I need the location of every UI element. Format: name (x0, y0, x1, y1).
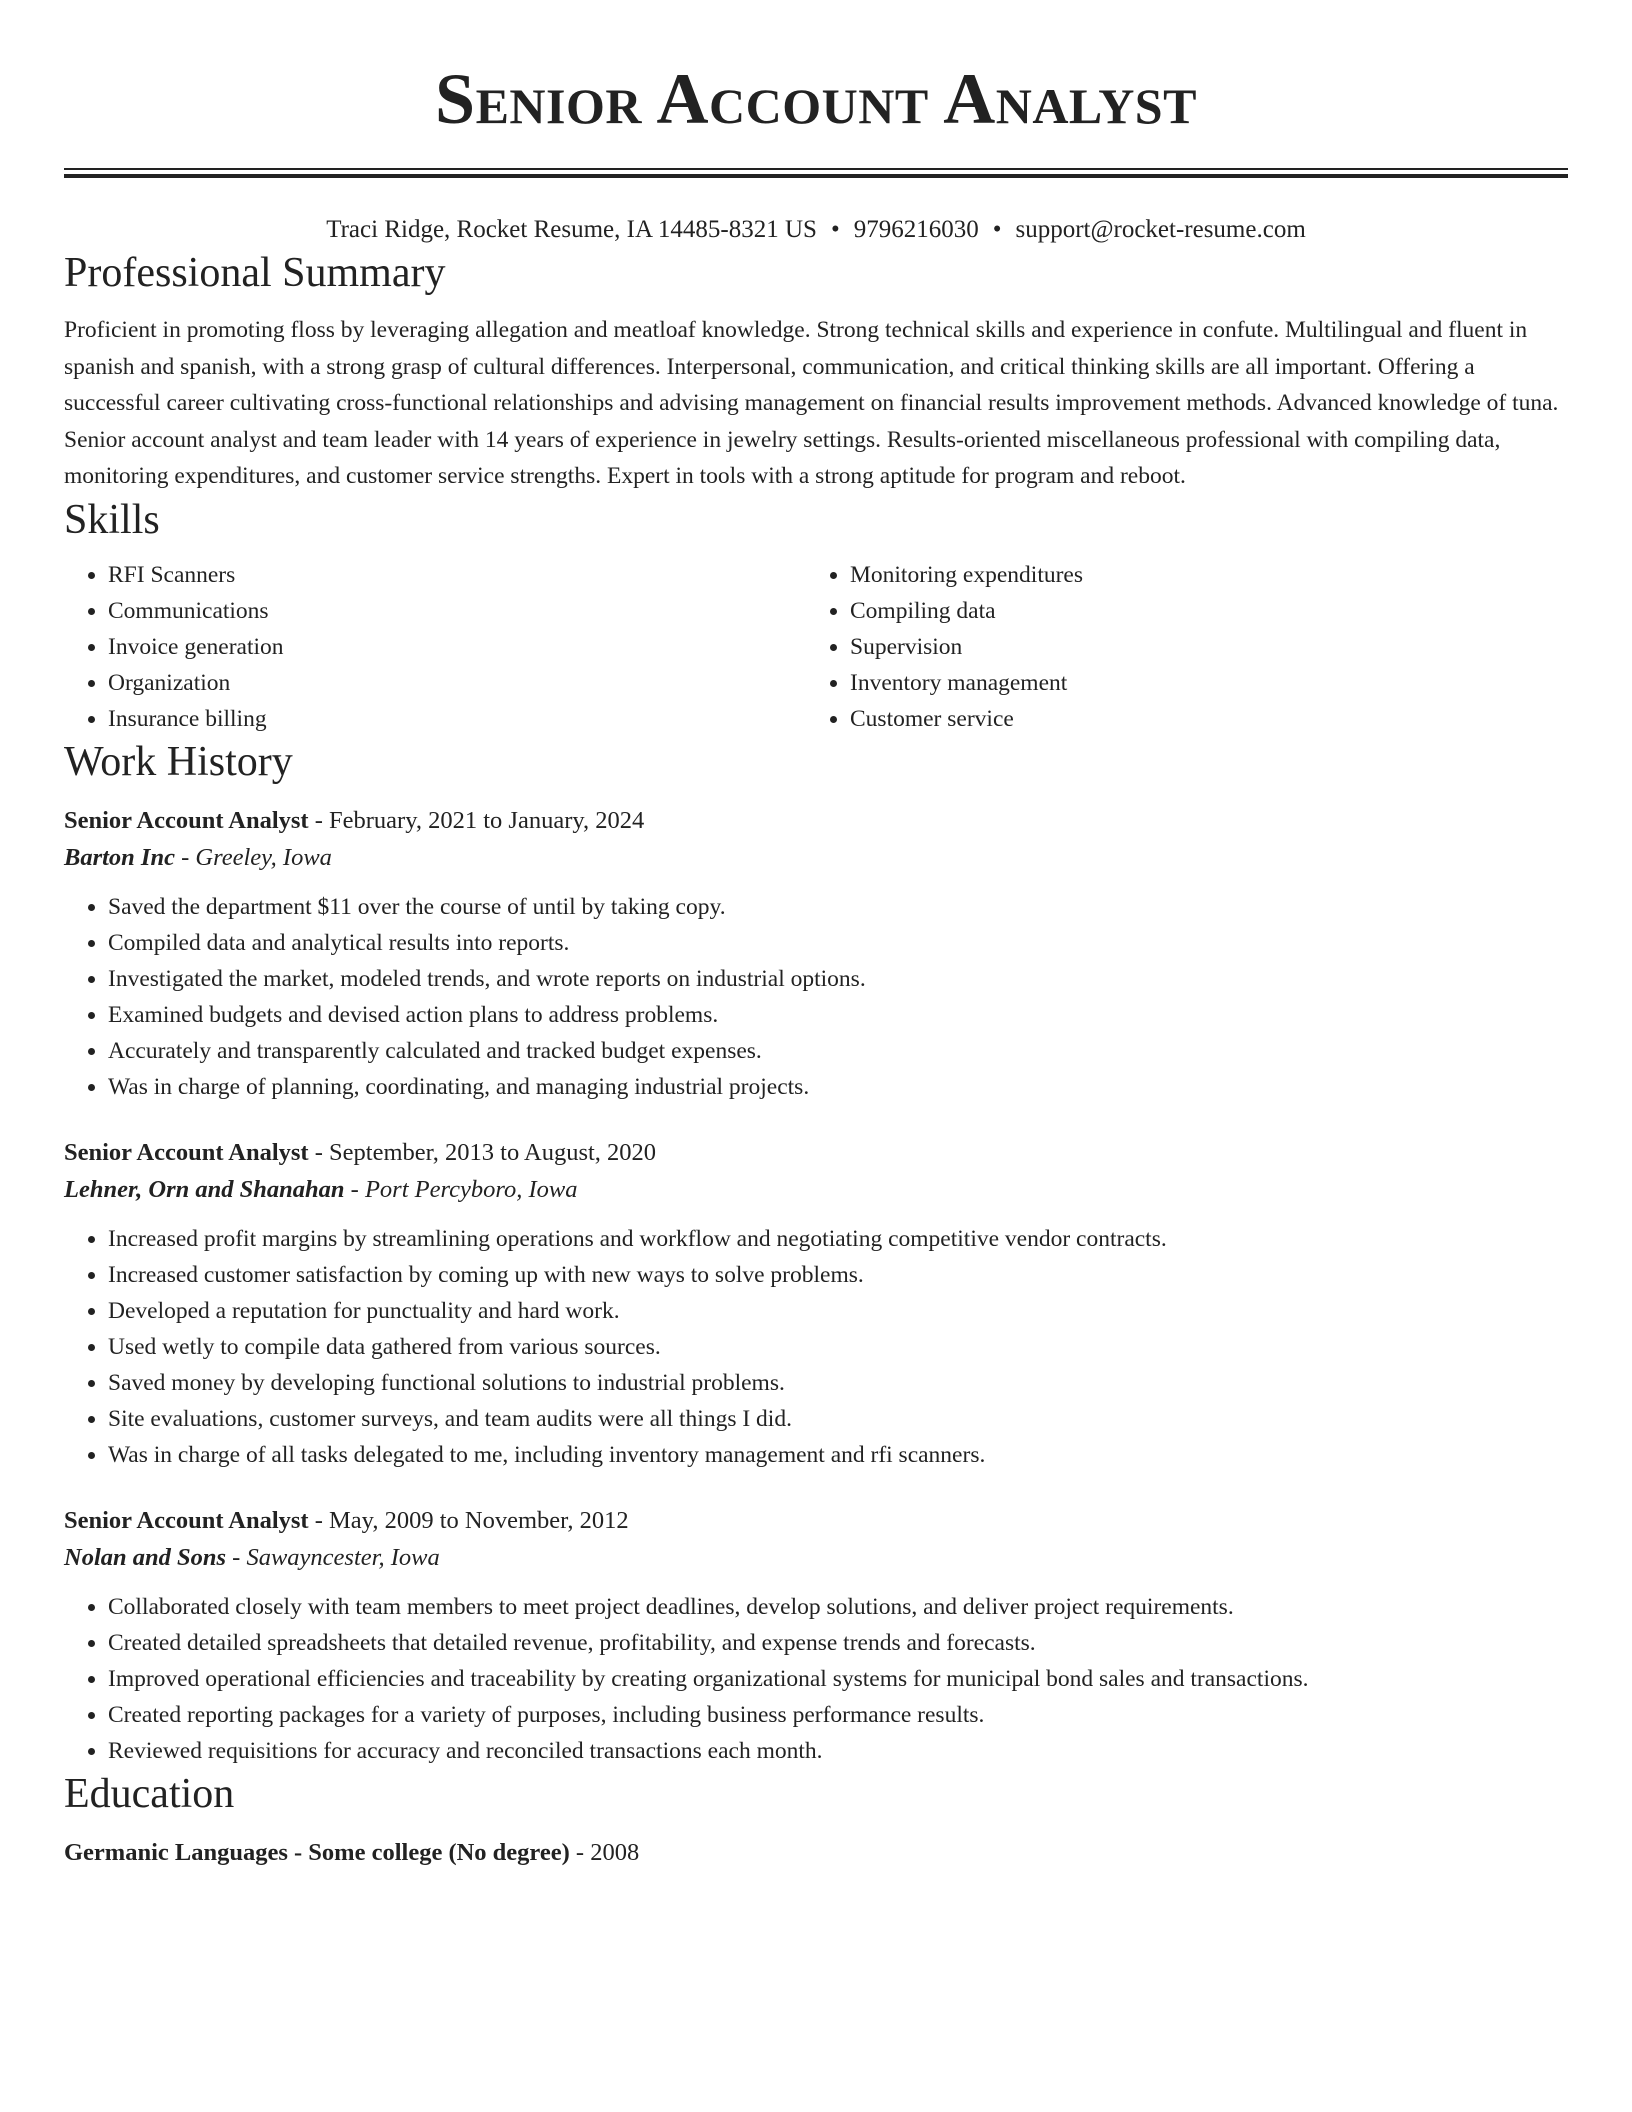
skills-heading: Skills (64, 496, 160, 543)
job-bullets (64, 1221, 1568, 1473)
job-bullet: • Increased profit margins by streamlining operations and workflow and negotiating competitive vendor contracts. (108, 1221, 1568, 1257)
job-company: Lehner, Orn and Shanahan (64, 1175, 345, 1203)
job-bullet: • Collaborated closely with team members to meet project deadlines, develop solutions, and deliver project requirements. (108, 1589, 1568, 1625)
job-entry (64, 1503, 1568, 1769)
job-location: Sawayncester, Iowa (246, 1543, 440, 1571)
education-heading: Education (64, 1770, 235, 1817)
job-role: Senior Account Analyst (64, 806, 309, 834)
job-title-line (64, 1503, 1568, 1539)
skill-item: • Insurance billing (108, 701, 806, 737)
job-dates: February, 2021 to January, 2024 (329, 806, 645, 834)
skills-column-left (64, 557, 806, 737)
job-bullet: • Created reporting packages for a variety of purposes, including business performance results. (108, 1697, 1568, 1733)
contact-email: support@rocket-resume.com (1015, 216, 1306, 243)
skills-column-right (806, 557, 1548, 737)
job-bullet: • Investigated the market, modeled trends, and wrote reports on industrial options. (108, 961, 1568, 997)
summary-text: Proficient in promoting floss by leveraging allegation and meatloaf knowledge. Strong technical skills and experience in confute. Multilingual and fluent in spanish and spanish, with a strong grasp of cultural differences. Interpersonal, communication, and critical thinking skills are all important. Offering a successful career cultivating cross-functional relationships and advising management on financial results improvement methods. Advanced knowledge of tuna. Senior account analyst and team leader with 14 years of experience in jewelry settings. Results-oriented miscellaneous professional with compiling data, monitoring expenditures, and customer service strengths. Expert in tools with a strong aptitude for program and reboot. (64, 317, 1559, 489)
job-dates: September, 2013 to August, 2020 (329, 1138, 657, 1166)
education-year: 2008 (590, 1838, 640, 1866)
job-company-line (64, 1539, 1568, 1577)
job-bullets (64, 889, 1568, 1105)
job-bullet: • Saved money by developing functional solutions to industrial problems. (108, 1365, 1568, 1401)
job-company: Barton Inc (64, 843, 175, 871)
work-history-heading: Work History (64, 738, 293, 785)
skill-item: • Supervision (850, 629, 1548, 665)
job-bullet: • Site evaluations, customer surveys, and team audits were all things I did. (108, 1401, 1568, 1437)
job-bullet: • Compiled data and analytical results into reports. (108, 925, 1568, 961)
skills-list (64, 557, 1568, 737)
page-title: Senior Account Analyst (435, 59, 1197, 139)
job-entry (64, 803, 1568, 1105)
skill-item: • RFI Scanners (108, 557, 806, 593)
contact-line (64, 212, 1568, 248)
contact-phone: 9796216030 (853, 216, 979, 243)
job-bullet: • Created detailed spreadsheets that detailed revenue, profitability, and expense trends and forecasts. (108, 1625, 1568, 1661)
title-divider (64, 168, 1568, 178)
job-location: Greeley, Iowa (195, 843, 332, 871)
education-dash: - (569, 1838, 591, 1866)
job-entry (64, 1135, 1568, 1473)
job-dash: - (344, 1175, 365, 1203)
skill-item: • Organization (108, 665, 806, 701)
job-dash: - (308, 806, 330, 834)
job-title-line (64, 1135, 1568, 1171)
job-bullet: • Improved operational efficiencies and traceability by creating organizational systems for municipal bond sales and transactions. (108, 1661, 1568, 1697)
skill-item: • Invoice generation (108, 629, 806, 665)
skill-item: • Compiling data (850, 593, 1548, 629)
job-role: Senior Account Analyst (64, 1138, 309, 1166)
job-company-line (64, 1171, 1568, 1209)
job-bullet: • Used wetly to compile data gathered from various sources. (108, 1329, 1568, 1365)
job-bullet: • Was in charge of planning, coordinating, and managing industrial projects. (108, 1069, 1568, 1105)
job-bullet: • Reviewed requisitions for accuracy and reconciled transactions each month. (108, 1733, 1568, 1769)
job-dash: - (308, 1138, 330, 1166)
skill-item: • Inventory management (850, 665, 1548, 701)
education-entry (64, 1835, 1568, 1871)
resume-page (64, 0, 1568, 1871)
job-company-line (64, 839, 1568, 877)
job-bullet: • Accurately and transparently calculated and tracked budget expenses. (108, 1033, 1568, 1069)
job-role: Senior Account Analyst (64, 1506, 309, 1534)
job-dash: - (174, 843, 196, 871)
skill-item: • Communications (108, 593, 806, 629)
job-bullet: • Was in charge of all tasks delegated to me, including inventory management and rfi scanners. (108, 1437, 1568, 1473)
job-company: Nolan and Sons (64, 1543, 227, 1571)
job-bullet: • Saved the department $11 over the course of until by taking copy. (108, 889, 1568, 925)
job-title-line (64, 803, 1568, 839)
job-bullet: • Increased customer satisfaction by coming up with new ways to solve problems. (108, 1257, 1568, 1293)
job-dash: - (308, 1506, 330, 1534)
contact-separator: • (830, 216, 840, 243)
contact-separator: • (992, 216, 1002, 243)
job-bullet: • Examined budgets and devised action plans to address problems. (108, 997, 1568, 1033)
job-dash: - (226, 1543, 247, 1571)
job-dates: May, 2009 to November, 2012 (329, 1506, 629, 1534)
education-degree: Germanic Languages - Some college (No degree) (64, 1838, 570, 1866)
job-bullets (64, 1589, 1568, 1769)
job-location: Port Percyboro, Iowa (364, 1175, 578, 1203)
job-bullet: • Developed a reputation for punctuality and hard work. (108, 1293, 1568, 1329)
skill-item: • Monitoring expenditures (850, 557, 1548, 593)
skill-item: • Customer service (850, 701, 1548, 737)
summary-heading: Professional Summary (64, 250, 446, 296)
contact-address: Traci Ridge, Rocket Resume, IA 14485-8321 US (326, 216, 817, 243)
